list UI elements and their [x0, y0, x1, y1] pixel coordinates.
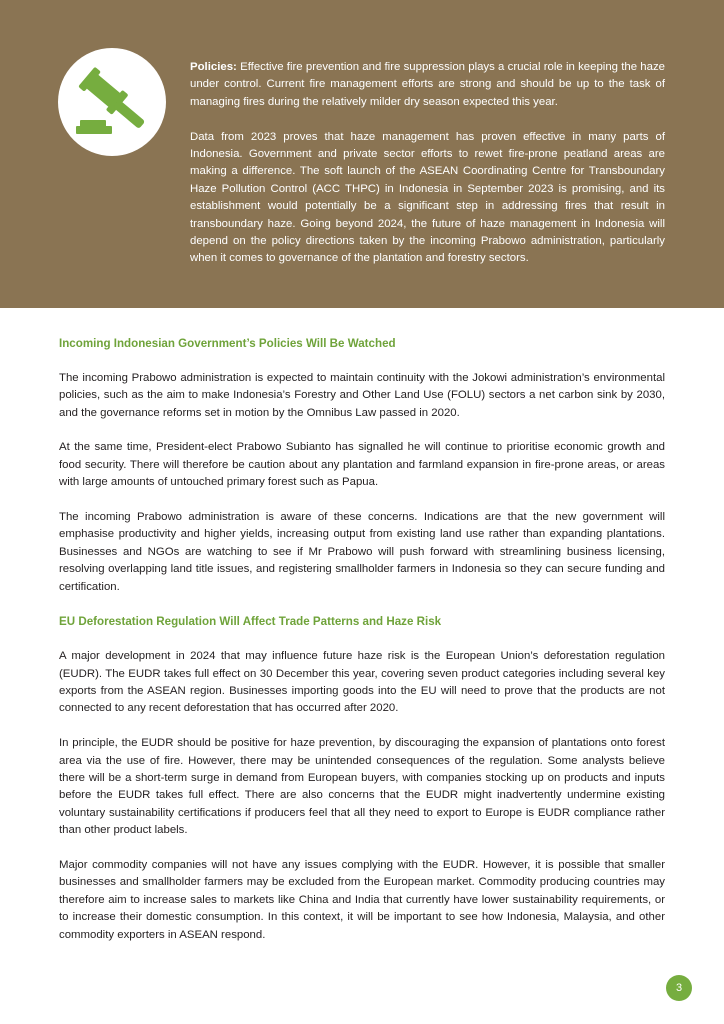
policies-banner: [0, 0, 724, 308]
policies-label: Policies:: [190, 61, 237, 73]
section-2-paragraph: In principle, the EUDR should be positive for haze prevention, by discouraging the expansion of plantations onto forest area via the use of fire. However, there may be unintended consequences of the regulation. Some analysts believe there will be a short-term surge in demand from European buyers, with companies stocking up on products and inputs before the EUDR takes full effect. There are also concerns that the EUDR might inadvertently undermine existing voluntary sustainability certifications if producers feel that all they need to export to Europe is EUDR compliance rather than other product labels.: [59, 737, 665, 837]
section-1-paragraph: The incoming Prabowo administration is aware of these concerns. Indications are that the new government will emphasise productivity and higher yields, increasing output from existing land use rather than expanding plantations. Businesses and NGOs are watching to see if Mr Prabowo will push forward with streamlining business licensing, resolving overlapping land title issues, and registering smallholder farmers in Indonesia so they can secure funding and certification.: [59, 511, 665, 593]
section-2-paragraph: A major development in 2024 that may influence future haze risk is the European Union’s deforestation regulation (EUDR). The EUDR takes full effect on 30 December this year, covering seven product categories including several key exports from the ASEAN region. Businesses importing goods into the EU will need to prove that the products are not connected to any recent deforestation that has occurred after 2020.: [59, 650, 665, 715]
section-2-paragraph: Major commodity companies will not have any issues complying with the EUDR. However, it is possible that smaller businesses and smallholder farmers may be excluded from the European market. Commodity producing countries may therefore aim to increase sales to markets like China and India that currently have lower sustainability requirements, or to increase their domestic consumption. In this context, it will be important to see how Indonesia, Malaysia, and other commodity exporters in ASEAN respond.: [59, 859, 665, 941]
page-number-badge: 3: [666, 975, 692, 1001]
policies-paragraph: [190, 59, 665, 111]
banner-paragraph-2: Data from 2023 proves that haze management has proven effective in many parts of Indonesia. Government and private sector efforts to rewet fire-prone peatland areas are making a difference. The soft launch of the ASEAN Coordinating Centre for Transboundary Haze Pollution Control (ACC THPC) in Indonesia in September 2023 is promising, and its establishment would potentially be a significant step in addressing fires that result in transboundary haze. Going beyond 2024, the future of haze management in Indonesia will depend on the policy directions taken by the incoming Prabowo administration, particularly when it comes to governance of the plantation and forestry sectors.: [190, 130, 665, 265]
banner-text: [190, 59, 665, 268]
section-heading-2: EU Deforestation Regulation Will Affect Trade Patterns and Haze Risk: [59, 615, 442, 629]
gavel-icon: [58, 48, 166, 156]
section-1-paragraph: At the same time, President-elect Prabowo Subianto has signalled he will continue to prioritise economic growth and food security. There will therefore be caution about any plantation and farmland expansion in fire-prone areas, or areas with large amounts of untouched primary forest such as Papua.: [59, 441, 665, 489]
main-content: [59, 335, 665, 962]
policies-text: Effective fire prevention and fire suppression plays a crucial role in keeping the haze under control. Current fire management efforts are strong and should be up to the task of managing fires during the relatively milder dry season expected this year.: [190, 61, 665, 108]
gavel-icon-circle: [58, 48, 166, 156]
section-heading-1: Incoming Indonesian Government’s Policies Will Be Watched: [59, 337, 396, 350]
section-1-paragraph: The incoming Prabowo administration is expected to maintain continuity with the Jokowi administration’s environmental policies, such as the aim to make Indonesia’s Forestry and Other Land Use (FOLU) sectors a net carbon sink by 2030, and the governance reforms set in motion by the Omnibus Law passed in 2020.: [59, 371, 665, 419]
